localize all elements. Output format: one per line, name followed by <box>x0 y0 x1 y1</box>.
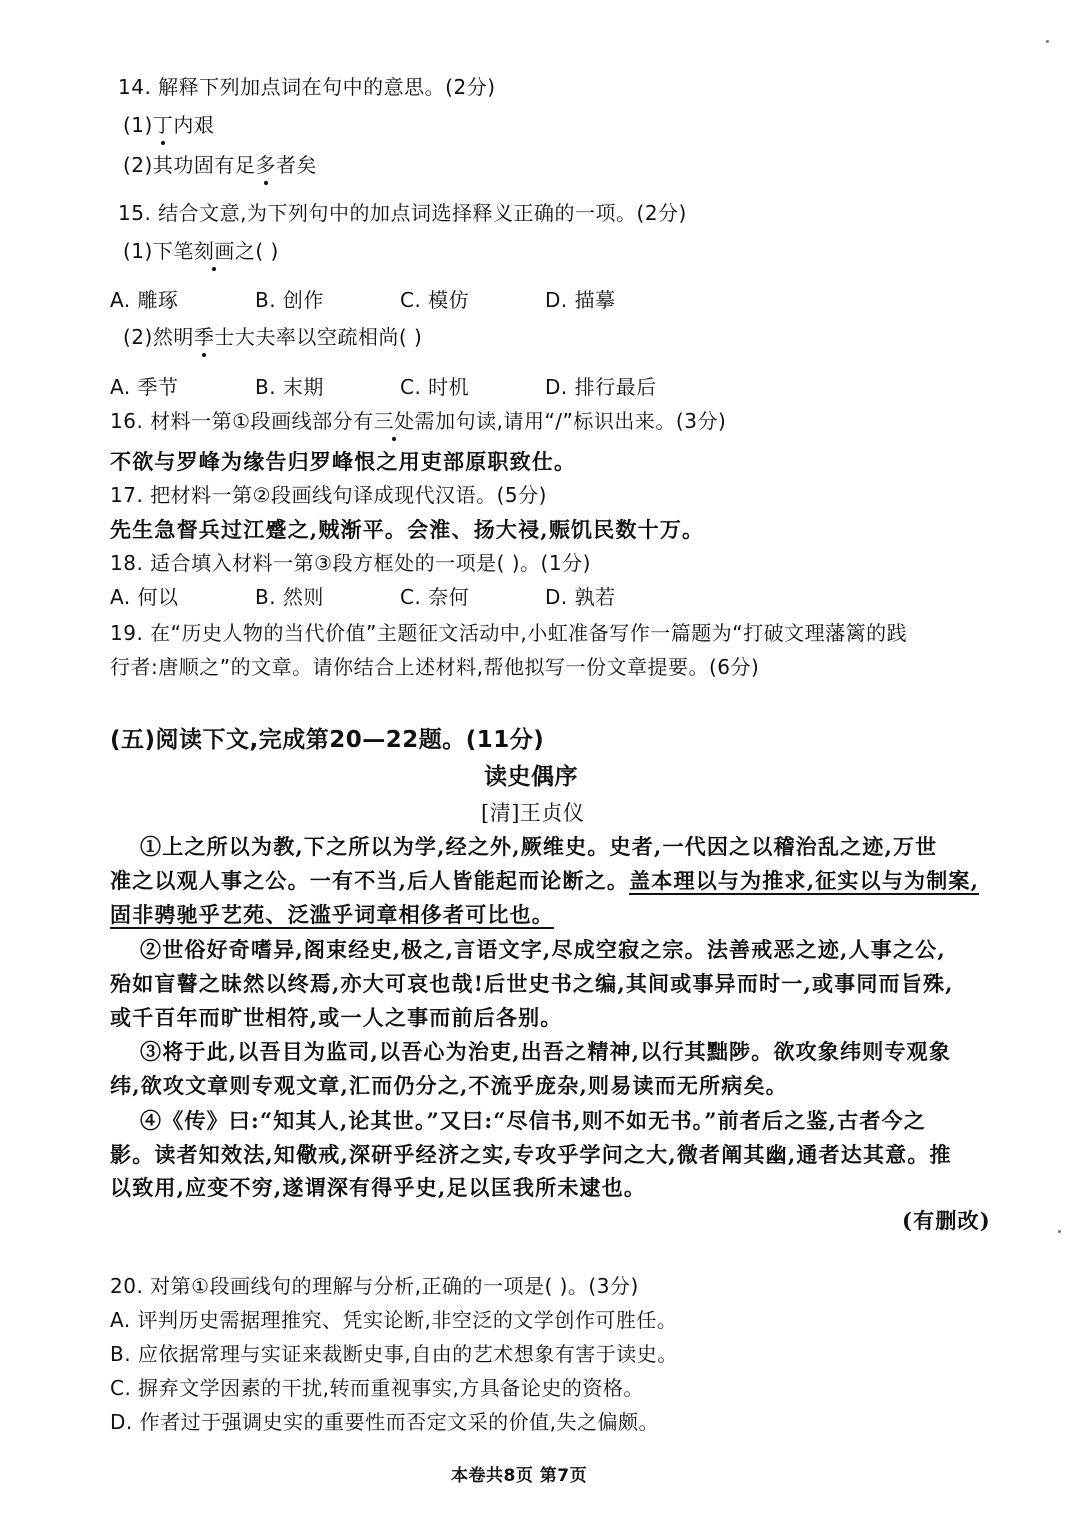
passage-p3-line-1: ③将于此,以吾目为监司,以吾心为治吏,出吾之精神,以行其黜陟。欲攻象纬则专观象 <box>140 1039 952 1064</box>
passage-title: 读史偶序 <box>484 764 578 790</box>
passage-author: [清]王贞仪 <box>481 801 585 825</box>
q14-item-1-prefix: (1) <box>123 113 153 137</box>
passage-p2-line-2: 殆如盲瞽之昧然以终焉,亦大可哀也哉!后世史书之编,其间或事异而时一,或事同而旨殊, <box>110 971 954 996</box>
passage-p1-underlined-a: 盖本理以与为推求,征实以与为制案, <box>629 868 980 893</box>
q17-text: 先生急督兵过江蹙之,贼渐平。会淮、扬大祲,赈饥民数十万。 <box>110 517 705 542</box>
q14-stem: 14. 解释下列加点词在句中的意思。(2分) <box>118 75 496 99</box>
q20-option-a[interactable]: A. 评判历史需据理推究、凭实论断,非空泛的文学创作可胜任。 <box>110 1308 678 1332</box>
q15-item-2-rest: 士大夫率以空疏相尚( ) <box>214 325 423 349</box>
q16-text: 不欲与罗峰为缘告归罗峰恨之用吏部原职致仕。 <box>110 449 577 474</box>
passage-p1-line-1: ①上之所以为教,下之所以为学,经之外,厥维史。史者,一代因之以稽治乱之迹,万世 <box>140 834 938 859</box>
q18-option-c[interactable]: C. 奈何 <box>400 585 470 609</box>
q15-item-1 <box>123 236 279 266</box>
q15-item-2-prefix: (2)然明 <box>123 325 194 349</box>
section-5-heading: (五)阅读下文,完成第20—22题。(11分) <box>110 727 545 753</box>
q14-item-2 <box>123 150 317 180</box>
q14-item-1-dotted-word: 丁 <box>153 110 174 140</box>
q15-1-option-c[interactable]: C. 模仿 <box>400 288 470 312</box>
passage-p1-underlined-b: 固非骋驰乎艺苑、泛滥乎词章相侈者可比也。 <box>110 902 554 927</box>
q15-1-option-a[interactable]: A. 雕琢 <box>110 288 179 312</box>
q15-options-1 <box>110 285 616 315</box>
q19-line-2: 行者:唐顺之”的文章。请你结合上述材料,帮他拟写一份文章提要。(6分) <box>110 655 760 679</box>
q20-stem: 20. 对第①段画线句的理解与分析,正确的一项是( )。(3分) <box>110 1274 639 1298</box>
q20-option-c[interactable]: C. 摒弃文学因素的干扰,转而重视事实,方具备论史的资格。 <box>110 1376 644 1400</box>
q14-item-2-prefix: (2)其功固有足 <box>123 153 256 177</box>
q15-item-1-dotted-word: 刻画 <box>194 236 235 266</box>
q15-item-2-dotted-word: 季 <box>194 322 215 352</box>
passage-p4-line-1: ④《传》曰:“知其人,论其世。”又曰:“尽信书,则不如无书。”前者后之鉴,古者今之 <box>140 1108 926 1133</box>
q15-options-2 <box>110 372 657 402</box>
q20-option-b[interactable]: B. 应依据常理与实证来裁断史事,自由的艺术想象有害于读史。 <box>110 1342 678 1366</box>
page-footer: 本卷共8页 第7页 <box>451 1466 588 1486</box>
q15-item-2 <box>123 322 422 352</box>
q18-stem: 18. 适合填入材料一第③段方框处的一项是( )。(1分) <box>110 551 591 575</box>
passage-p2-line-3: 或千百年而旷世相符,或一人之事而前后各别。 <box>110 1005 563 1030</box>
q15-1-option-b[interactable]: B. 创作 <box>255 288 324 312</box>
q16-stem-dotted: 三处 <box>374 406 415 436</box>
q15-stem: 15. 结合文意,为下列句中的加点词选择释义正确的一项。(2分) <box>118 201 687 225</box>
q15-2-option-a[interactable]: A. 季节 <box>110 375 179 399</box>
q15-1-option-d[interactable]: D. 描摹 <box>545 288 616 312</box>
q15-2-option-d[interactable]: D. 排行最后 <box>545 375 657 399</box>
q15-item-1-prefix: (1)下笔 <box>123 239 194 263</box>
passage-p1-line-2 <box>110 866 979 896</box>
q18-option-d[interactable]: D. 孰若 <box>545 585 616 609</box>
q18-options <box>110 582 616 612</box>
q16-stem-b: 需加句读,请用“/”标识出来。(3分) <box>414 409 727 433</box>
passage-p1-line-3 <box>110 900 554 930</box>
q15-2-option-b[interactable]: B. 末期 <box>255 375 324 399</box>
q18-option-a[interactable]: A. 何以 <box>110 585 179 609</box>
q14-item-2-rest: 者矣 <box>275 153 317 177</box>
scan-speck <box>1046 40 1049 43</box>
q14-item-2-dotted-word: 多 <box>255 150 276 180</box>
q14-item-1-rest: 内艰 <box>173 113 215 137</box>
q18-option-b[interactable]: B. 然则 <box>255 585 324 609</box>
q15-2-option-c[interactable]: C. 时机 <box>400 375 470 399</box>
q17-stem: 17. 把材料一第②段画线句译成现代汉语。(5分) <box>110 483 547 507</box>
passage-p2-line-1: ②世俗好奇嗜异,阁束经史,极之,言语文字,尽成空寂之宗。法善戒恶之迹,人事之公, <box>140 937 946 962</box>
scan-speck <box>1058 1230 1061 1233</box>
q16-stem-a: 16. 材料一第①段画线部分有 <box>110 409 374 433</box>
passage-p1-plain: 准之以观人事之公。一有不当,后人皆能起而论断之。 <box>110 868 630 893</box>
q14-item-1 <box>123 110 214 140</box>
passage-p4-line-3: 以致用,应变不穷,遂谓深有得乎史,足以匡我所未逮也。 <box>110 1175 647 1200</box>
q20-option-d[interactable]: D. 作者过于强调史实的重要性而否定文采的价值,失之偏颇。 <box>110 1410 659 1434</box>
passage-note: (有删改) <box>902 1208 991 1233</box>
q19-line-1: 19. 在“历史人物的当代价值”主题征文活动中,小虹准备写作一篇题为“打破文理藩篱的践 <box>110 621 908 645</box>
passage-p3-line-2: 纬,欲攻文章则专观文章,汇而仍分之,不流乎庞杂,则易读而无所病矣。 <box>110 1073 788 1098</box>
q16-stem <box>110 406 726 436</box>
q15-item-1-rest: 之( ) <box>234 239 279 263</box>
passage-p4-line-2: 影。读者知效法,知儆戒,深研乎经济之实,专攻乎学问之大,微者阐其幽,通者达其意。推 <box>110 1142 952 1167</box>
